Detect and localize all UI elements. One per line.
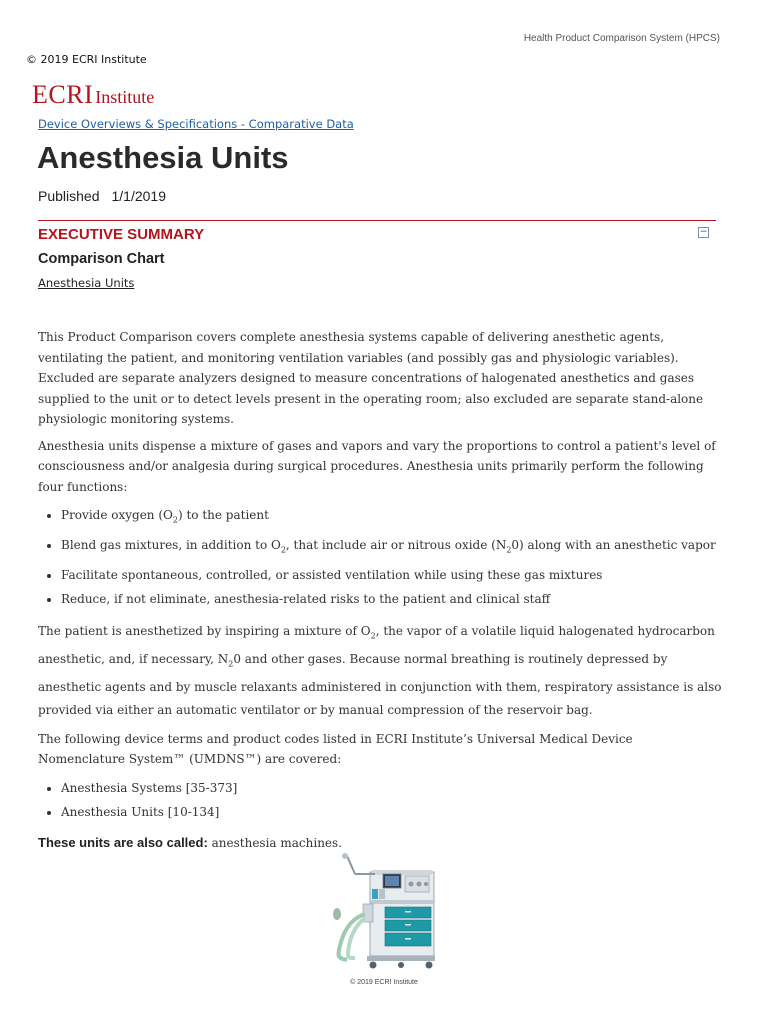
list-item: • Provide oxygen $(O_2)$ to the patient [61,503,722,533]
published-date: 1/1/2019 [111,188,166,204]
figure-caption: © 2019 ECRI Institute [350,979,418,986]
functions-intro-paragraph: Anesthesia units dispense a mixture of gases and vapors and vary the proportions to control a patient's level of consciousness and/or analgesia during surgical procedures. Anesthesia units primarily perform the following four functions: [38,438,716,494]
published-label: Published [38,188,100,204]
comparison-chart-link[interactable]: Anesthesia Units [38,276,135,290]
page-title: Anesthesia Units [37,140,289,175]
list-item: • Anesthesia Systems [35-373] [61,776,722,801]
breadcrumb-link[interactable]: Device Overviews & Specifications - Comparative Data [38,117,354,131]
logo-primary: ECRI [32,80,94,109]
system-name: Health Product Comparison System (HPCS) [523,33,720,44]
mechanism-paragraph: The patient is anesthetized by inspiring a mixture of $O_2$, the vapor of a volatile liquid halogenated hydrocarbon anesthetic, and, if necessary, $N_20$ and other gases. Because normal breathing is routinely depressed by anesthetic agents and by muscle relaxants administered in conjunction with them, respiratory assistance is also provided via either an automatic ventilator or by manual compression of the reservoir bag. [38,623,722,718]
list-item: • Blend gas mixtures, in addition to $O_2$, that include air or nitrous oxide $(N_20)$ along with an anesthetic vapor [61,533,722,563]
ecri-logo [32,80,154,110]
list-item: • Reduce, if not eliminate, anesthesia-related risks to the patient and clinical staff [61,587,722,612]
also-called-value: anesthesia machines. [211,835,343,850]
anesthesia-machine-image [325,852,437,972]
also-called-label: These units are also called: [38,834,208,850]
section-subheading: Comparison Chart [38,251,165,267]
also-called-line [38,833,722,854]
logo-secondary: Institute [95,87,155,107]
section-divider [38,220,716,221]
published-line [38,188,166,204]
intro-paragraph: This Product Comparison covers complete anesthesia systems capable of delivering anesthetic agents, ventilating the patient, and monitoring ventilation variables (and possibly gas and physiologic variables). Excluded are separate analyzers designed to measure concentrations of halogenated anesthetics and gases supplied to the unit or to detect levels present in the operating room; also excluded are separate stand-alone physiologic monitoring systems. [38,330,704,426]
list-item: • Facilitate spontaneous, controlled, or assisted ventilation while using these gas mixtures [61,563,722,588]
terms-intro-paragraph: The following device terms and product codes listed in ECRI Institute’s Universal Medical Device Nomenclature System™ (UMDNS™) are covered: [38,731,633,767]
section-heading: EXECUTIVE SUMMARY [38,226,205,243]
terms-list [38,776,722,825]
copyright-notice: © 2019 ECRI Institute [26,53,147,66]
list-item: • Anesthesia Units [10-134] [61,800,722,825]
collapse-icon[interactable]: − [699,227,708,237]
functions-list [38,503,722,612]
content-body [38,327,722,859]
